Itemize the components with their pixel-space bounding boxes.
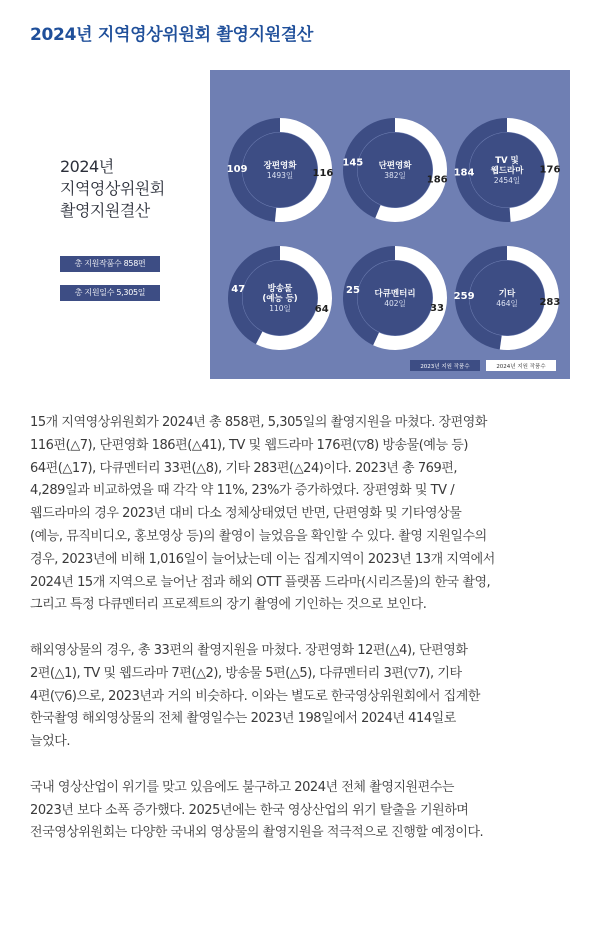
value-label-2024: 33	[430, 303, 444, 315]
article-line: 2편(△1), TV 및 웹드라마 7편(△2), 방송물 5편(△5), 다큐멘터리 3편(▽7), 기타	[30, 665, 462, 681]
donut	[343, 246, 447, 350]
side-heading-line: 지역영상위원회	[60, 179, 165, 198]
side-heading-line: 촬영지원결산	[60, 201, 150, 220]
article-line: 한국촬영 해외영상물의 전체 촬영일수는 2023년 198일에서 2024년 414일로	[30, 711, 456, 727]
donut	[342, 118, 447, 222]
article-line: 전국영상위원회는 다양한 국내외 영상물의 촬영지원을 적극적으로 진행할 예정이다.	[30, 825, 484, 841]
legend-label-2023: 2023년 지원 작품수	[420, 364, 470, 370]
donut	[228, 246, 332, 350]
value-label-2024: 176	[539, 164, 561, 176]
article-line: 경우, 2023년에 비해 1,016일이 늘어났는데 이는 집계지역이 2023년 13개 지역에서	[30, 551, 495, 567]
value-label-2023: 25	[346, 284, 360, 296]
days-label: 464일	[496, 299, 518, 308]
side-heading-line: 2024년	[60, 157, 114, 176]
article-paragraph	[30, 412, 590, 617]
category-label: 방송물	[267, 284, 293, 294]
article-line: 웹드라마의 경우 2023년 대비 다소 정체상태였던 반면, 단편영화 및 기타영상물	[30, 506, 462, 522]
article-line: 그리고 특정 다큐멘터리 프로젝트의 장기 촬영에 기인하는 것으로 보인다.	[30, 597, 427, 613]
donut	[227, 118, 334, 222]
value-label-2024: 116	[312, 168, 334, 180]
article-line: 2024년 15개 지역으로 늘어난 점과 해외 OTT 플랫폼 드라마(시리즈물)의 한국 촬영,	[30, 574, 491, 590]
value-label-2024: 283	[539, 296, 561, 308]
article-line: 64편(△17), 다큐멘터리 33편(△8), 기타 283편(△24)이다. 2023년 총 769편,	[30, 460, 458, 476]
donut-chart-panel	[210, 70, 570, 379]
value-label-2024: 64	[314, 304, 329, 316]
value-label-2023: 145	[342, 157, 364, 169]
value-label-2023: 47	[231, 283, 246, 295]
days-label: 402일	[384, 299, 406, 308]
article-line: 15개 지역영상위원회가 2024년 총 858편, 5,305일의 촬영지원을 마쳤다. 장편영화	[30, 415, 487, 430]
donut-chart	[210, 70, 570, 379]
article-body	[30, 412, 590, 868]
article-paragraph	[30, 640, 590, 754]
article-line: 늘었다.	[30, 734, 71, 750]
donut	[454, 246, 561, 350]
article-line: 국내 영상산업이 위기를 맞고 있음에도 불구하고 2024년 전체 촬영지원편수는	[30, 779, 454, 795]
article-line: 해외영상물의 경우, 총 33편의 촬영지원을 마쳤다. 장편영화 12편(△4), 단편영화	[30, 642, 468, 658]
category-label: 웹드라마	[490, 166, 524, 176]
article-line: 2023년 보다 소폭 증가했다. 2025년에는 한국 영상산업의 위기 탈출을 기원하며	[30, 802, 469, 818]
category-label: TV 및	[495, 156, 519, 166]
days-label: 110일	[269, 304, 291, 313]
days-label: 2454일	[493, 176, 521, 185]
side-heading	[60, 156, 200, 222]
donut	[454, 118, 561, 222]
legend-label-2024: 2024년 지원 작품수	[496, 364, 546, 370]
total-works-badge: 총 지원작품수 858편	[60, 256, 160, 272]
category-label: 장편영화	[263, 161, 297, 171]
total-days-badge: 총 지원일수 5,305일	[60, 285, 160, 301]
days-label: 382일	[384, 171, 406, 180]
category-label: (예능 등)	[262, 294, 298, 304]
value-label-2023: 109	[226, 163, 248, 175]
article-line: 4편(▽6)으로, 2023년과 거의 비슷하다. 이와는 별도로 한국영상위원회에서 집계한	[30, 688, 480, 704]
days-label: 1493일	[266, 171, 294, 180]
value-label-2023: 259	[453, 291, 475, 303]
article-line: 4,289일과 비교하였을 때 각각 약 11%, 23%가 증가하였다. 장편영화 및 TV /	[30, 483, 455, 499]
page-title: 2024년 지역영상위원회 촬영지원결산	[30, 25, 314, 45]
value-label-2023: 184	[453, 167, 475, 179]
legend	[410, 360, 556, 371]
category-label: 단편영화	[378, 161, 412, 171]
value-label-2024: 186	[426, 174, 448, 186]
category-label: 기타	[498, 289, 516, 299]
article-paragraph	[30, 777, 590, 845]
article-line: (예능, 뮤직비디오, 홍보영상 등)의 촬영이 늘었음을 확인할 수 있다. 촬영 지원일수의	[30, 528, 487, 544]
category-label: 다큐멘터리	[374, 289, 416, 299]
article-line: 116편(△7), 단편영화 186편(△41), TV 및 웹드라마 176편(▽8) 방송물(예능 등)	[30, 437, 468, 453]
